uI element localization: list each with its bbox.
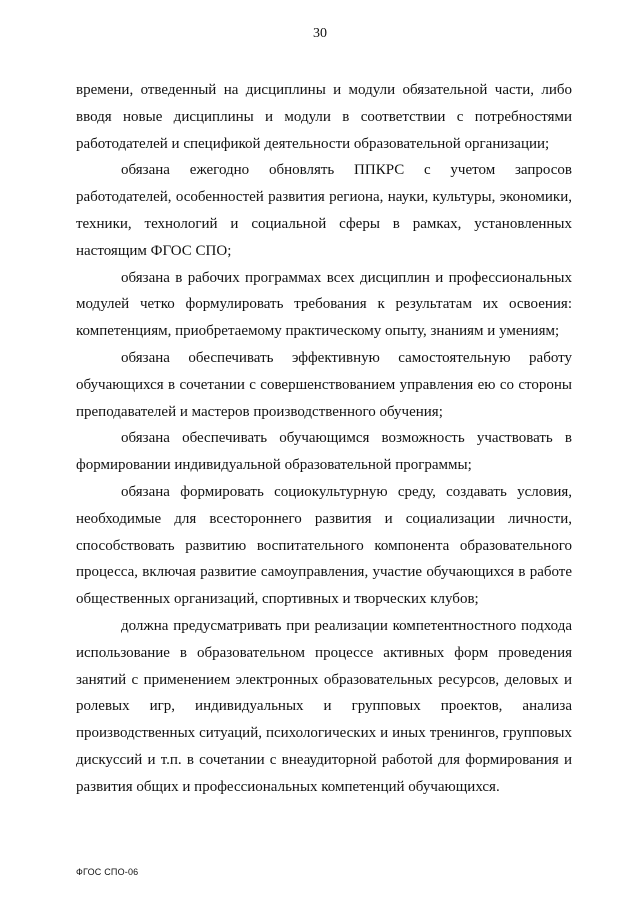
paragraph-work-programs: обязана в рабочих программах всех дисциплин и профессиональных модулей четко формулировать требования к результатам их освоения: компетенциям, приобретаемому практическому опыту, знаниям и умениям;: [76, 269, 572, 340]
footer-label: ФГОС СПО-06: [76, 867, 139, 877]
page-number: 30: [313, 26, 327, 41]
paragraph-update-program: обязана ежегодно обновлять ППКРС с учетом запросов работодателей, особенностей развития региона, науки, культуры, экономики, техники, технологий и социальной сферы в рамках, установленных настоящим ФГОС СПО;: [76, 162, 572, 259]
paragraph-continuation: времени, отведенный на дисциплины и модули обязательной части, либо вводя новые дисциплины и модули в соответствии с потребностями работодателей и спецификой деятельности образовательной организации;: [76, 82, 572, 152]
document-body: [76, 77, 572, 801]
paragraph-sociocultural-environment: обязана формировать социокультурную среду, создавать условия, необходимые для всестороннего развития и социализации личности, способствовать развитию воспитательного компонента образовательного процесса, включая развитие самоуправления, участие обучающихся в работе общественных организаций, спортивных и творческих клубов;: [76, 483, 572, 608]
paragraph-competence-approach: должна предусматривать при реализации компетентностного подхода использование в образовательном процессе активных форм проведения занятий с применением электронных образовательных ресурсов, деловых и ролевых игр, индивидуальных и групповых проектов, анализа производственных ситуаций, психологических и иных тренингов, групповых дискуссий и т.п. в сочетании с внеаудиторной работой для формирования и развития общих и профессиональных компетенций обучающихся.: [76, 617, 572, 795]
paragraph-independent-work: обязана обеспечивать эффективную самостоятельную работу обучающихся в сочетании с совершенствованием управления ею со стороны преподавателей и мастеров производственного обучения;: [76, 349, 572, 420]
paragraph-individual-program: обязана обеспечивать обучающимся возможность участвовать в формировании индивидуальной образовательной программы;: [76, 430, 572, 474]
